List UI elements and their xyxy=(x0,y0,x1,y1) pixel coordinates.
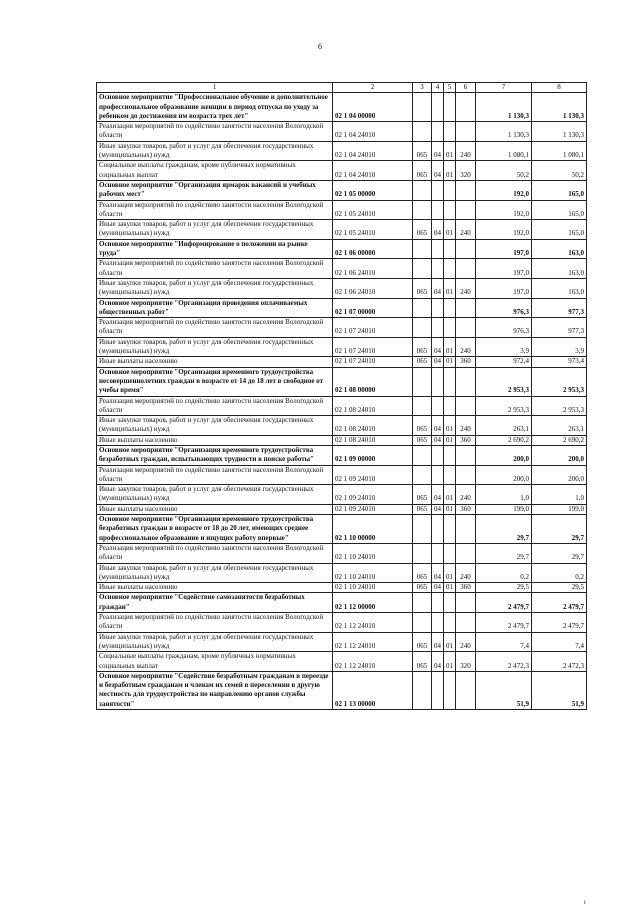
page-number: 6 xyxy=(318,42,322,51)
cell-department-code xyxy=(413,671,432,709)
cell-name: Иные выплаты населению xyxy=(97,504,333,514)
column-header: 4 xyxy=(432,83,444,93)
table-header-row xyxy=(97,83,587,93)
cell-expense-type-code: 240 xyxy=(456,632,476,652)
cell-amount-year-2: 1 130,3 xyxy=(532,122,587,142)
cell-classification-code: 02 1 10 24010 xyxy=(333,583,413,593)
cell-classification-code: 02 1 04 24010 xyxy=(333,122,413,142)
cell-classification-code: 02 1 04 24010 xyxy=(333,161,413,181)
cell-name: Основное мероприятие "Организация временного трудоустройства безработных граждан в возрасте от 18 до 20 лет, имеющих среднее профессиональное образование и ищущих работу впервые" xyxy=(97,515,333,544)
cell-classification-code: 02 1 10 24010 xyxy=(333,543,413,563)
table-row xyxy=(97,563,587,583)
cell-name: Социальные выплаты гражданам, кроме публичных нормативных социальных выплат xyxy=(97,652,333,672)
cell-classification-code: 02 1 06 24010 xyxy=(333,278,413,298)
cell-name: Основное мероприятие "Организация ярмарок вакансий и учебных рабочих мест" xyxy=(97,180,333,200)
cell-classification-code: 02 1 09 00000 xyxy=(333,445,413,465)
cell-subsection-code xyxy=(444,367,456,396)
cell-amount-year-2: 163,0 xyxy=(532,278,587,298)
cell-name: Реализация мероприятий по содействию занятости населения Вологодской области xyxy=(97,259,333,279)
cell-amount-year-1: 976,3 xyxy=(476,298,532,318)
column-header: 7 xyxy=(476,83,532,93)
table-row xyxy=(97,298,587,318)
cell-classification-code: 02 1 05 00000 xyxy=(333,180,413,200)
table-row xyxy=(97,515,587,544)
cell-subsection-code: 01 xyxy=(444,652,456,672)
cell-department-code xyxy=(413,122,432,142)
cell-subsection-code xyxy=(444,396,456,416)
table-row xyxy=(97,180,587,200)
cell-expense-type-code xyxy=(456,367,476,396)
cell-department-code xyxy=(413,367,432,396)
cell-subsection-code xyxy=(444,445,456,465)
cell-expense-type-code: 240 xyxy=(456,220,476,240)
cell-classification-code: 02 1 07 24010 xyxy=(333,318,413,338)
cell-amount-year-2: 263,1 xyxy=(532,416,587,436)
table-row xyxy=(97,613,587,633)
cell-classification-code: 02 1 08 24010 xyxy=(333,396,413,416)
cell-amount-year-2: 1,0 xyxy=(532,485,587,505)
cell-classification-code: 02 1 06 00000 xyxy=(333,239,413,259)
cell-subsection-code xyxy=(444,543,456,563)
cell-name: Иные выплаты населению xyxy=(97,583,333,593)
cell-amount-year-2: 2 953,3 xyxy=(532,367,587,396)
cell-department-code: 065 xyxy=(413,583,432,593)
cell-amount-year-2: 1 080,1 xyxy=(532,141,587,161)
cell-classification-code: 02 1 10 00000 xyxy=(333,515,413,544)
cell-subsection-code: 01 xyxy=(444,504,456,514)
cell-section-code: 04 xyxy=(432,141,444,161)
cell-amount-year-1: 192,0 xyxy=(476,200,532,220)
table-row xyxy=(97,435,587,445)
cell-section-code xyxy=(432,239,444,259)
cell-section-code xyxy=(432,465,444,485)
table-row xyxy=(97,396,587,416)
cell-classification-code: 02 1 07 24010 xyxy=(333,357,413,367)
cell-amount-year-1: 2 690,2 xyxy=(476,435,532,445)
cell-classification-code: 02 1 04 24010 xyxy=(333,141,413,161)
table-row xyxy=(97,141,587,161)
cell-department-code: 065 xyxy=(413,652,432,672)
cell-section-code xyxy=(432,543,444,563)
cell-amount-year-1: 3,9 xyxy=(476,337,532,357)
cell-expense-type-code: 240 xyxy=(456,485,476,505)
cell-amount-year-2: 50,2 xyxy=(532,161,587,181)
cell-amount-year-1: 972,4 xyxy=(476,357,532,367)
cell-section-code xyxy=(432,180,444,200)
cell-section-code: 04 xyxy=(432,278,444,298)
cell-department-code: 065 xyxy=(413,416,432,436)
cell-section-code xyxy=(432,122,444,142)
cell-section-code xyxy=(432,259,444,279)
cell-expense-type-code: 240 xyxy=(456,563,476,583)
cell-amount-year-1: 2 479,7 xyxy=(476,613,532,633)
cell-amount-year-2: 163,0 xyxy=(532,259,587,279)
cell-department-code xyxy=(413,239,432,259)
cell-amount-year-1: 263,1 xyxy=(476,416,532,436)
cell-expense-type-code: 360 xyxy=(456,357,476,367)
cell-amount-year-2: 200,0 xyxy=(532,465,587,485)
cell-subsection-code: 01 xyxy=(444,278,456,298)
cell-name: Основное мероприятие "Содействие безработным гражданам в переезде и безработным гражданам и членам их семей в переселении в другую местность для трудоустройства по направлению органов службы занятости" xyxy=(97,671,333,709)
cell-section-code: 04 xyxy=(432,652,444,672)
cell-classification-code: 02 1 08 00000 xyxy=(333,367,413,396)
column-header: 1 xyxy=(97,83,333,93)
table-row xyxy=(97,93,587,122)
cell-name: Иные закупки товаров, работ и услуг для обеспечения государственных (муниципальных) нужд xyxy=(97,416,333,436)
cell-subsection-code xyxy=(444,93,456,122)
cell-name: Реализация мероприятий по содействию занятости населения Вологодской области xyxy=(97,122,333,142)
cell-amount-year-2: 7,4 xyxy=(532,632,587,652)
cell-amount-year-1: 29,5 xyxy=(476,583,532,593)
cell-section-code: 04 xyxy=(432,416,444,436)
cell-department-code: 065 xyxy=(413,563,432,583)
table-row xyxy=(97,485,587,505)
cell-classification-code: 02 1 07 00000 xyxy=(333,298,413,318)
cell-expense-type-code xyxy=(456,671,476,709)
table-row xyxy=(97,259,587,279)
table-row xyxy=(97,200,587,220)
cell-section-code: 04 xyxy=(432,435,444,445)
cell-amount-year-2: 199,0 xyxy=(532,504,587,514)
cell-classification-code: 02 1 08 24010 xyxy=(333,435,413,445)
cell-department-code: 065 xyxy=(413,337,432,357)
cell-subsection-code: 01 xyxy=(444,563,456,583)
table-row xyxy=(97,278,587,298)
cell-expense-type-code: 240 xyxy=(456,416,476,436)
cell-amount-year-2: 200,0 xyxy=(532,445,587,465)
cell-expense-type-code xyxy=(456,122,476,142)
cell-section-code xyxy=(432,445,444,465)
cell-subsection-code xyxy=(444,239,456,259)
cell-department-code xyxy=(413,445,432,465)
cell-name: Основное мероприятие "Организация временного трудоустройства несовершеннолетних граждан в возрасте от 14 до 18 лет в свободное от учебы время" xyxy=(97,367,333,396)
cell-department-code xyxy=(413,593,432,613)
cell-amount-year-1: 29,7 xyxy=(476,543,532,563)
cell-name: Иные закупки товаров, работ и услуг для обеспечения государственных (муниципальных) нужд xyxy=(97,337,333,357)
cell-classification-code: 02 1 09 24010 xyxy=(333,485,413,505)
cell-department-code: 065 xyxy=(413,141,432,161)
cell-department-code xyxy=(413,318,432,338)
cell-department-code: 065 xyxy=(413,435,432,445)
cell-expense-type-code: 360 xyxy=(456,583,476,593)
cell-subsection-code: 01 xyxy=(444,337,456,357)
cell-amount-year-2: 165,0 xyxy=(532,180,587,200)
column-header: 2 xyxy=(333,83,413,93)
cell-amount-year-1: 197,0 xyxy=(476,259,532,279)
cell-subsection-code xyxy=(444,593,456,613)
cell-section-code xyxy=(432,396,444,416)
budget-table xyxy=(96,82,587,710)
cell-subsection-code xyxy=(444,515,456,544)
cell-subsection-code xyxy=(444,318,456,338)
table-row xyxy=(97,652,587,672)
cell-amount-year-1: 200,0 xyxy=(476,445,532,465)
cell-classification-code: 02 1 09 24010 xyxy=(333,504,413,514)
cell-amount-year-2: 163,0 xyxy=(532,239,587,259)
cell-name: Иные закупки товаров, работ и услуг для обеспечения государственных (муниципальных) нужд xyxy=(97,220,333,240)
cell-name: Основное мероприятие "Содействие самозанятости безработных граждан" xyxy=(97,593,333,613)
cell-amount-year-1: 2 953,3 xyxy=(476,396,532,416)
cell-amount-year-1: 1,0 xyxy=(476,485,532,505)
cell-name: Реализация мероприятий по содействию занятости населения Вологодской области xyxy=(97,613,333,633)
cell-amount-year-2: 51,9 xyxy=(532,671,587,709)
cell-section-code xyxy=(432,93,444,122)
cell-subsection-code: 01 xyxy=(444,161,456,181)
cell-subsection-code: 01 xyxy=(444,141,456,161)
cell-subsection-code: 01 xyxy=(444,583,456,593)
cell-classification-code: 02 1 08 24010 xyxy=(333,416,413,436)
cell-name: Основное мероприятие "Организация временного трудоустройства безработных граждан, испытывающих трудности в поиске работы" xyxy=(97,445,333,465)
cell-amount-year-1: 976,3 xyxy=(476,318,532,338)
cell-department-code: 065 xyxy=(413,161,432,181)
cell-amount-year-2: 2 479,7 xyxy=(532,593,587,613)
cell-amount-year-1: 50,2 xyxy=(476,161,532,181)
cell-section-code xyxy=(432,367,444,396)
cell-classification-code: 02 1 12 00000 xyxy=(333,593,413,613)
cell-expense-type-code xyxy=(456,298,476,318)
cell-classification-code: 02 1 04 00000 xyxy=(333,93,413,122)
cell-expense-type-code: 240 xyxy=(456,337,476,357)
cell-amount-year-2: 2 953,3 xyxy=(532,396,587,416)
table-row xyxy=(97,632,587,652)
cell-subsection-code: 01 xyxy=(444,357,456,367)
cell-section-code xyxy=(432,298,444,318)
cell-amount-year-1: 192,0 xyxy=(476,220,532,240)
cell-subsection-code: 01 xyxy=(444,220,456,240)
cell-classification-code: 02 1 12 24010 xyxy=(333,613,413,633)
cell-expense-type-code xyxy=(456,593,476,613)
cell-department-code: 065 xyxy=(413,220,432,240)
cell-section-code: 04 xyxy=(432,632,444,652)
cell-amount-year-2: 165,0 xyxy=(532,200,587,220)
cell-name: Основное мероприятие "Профессиональное обучение и дополнительное профессиональное образование женщин в период отпуска по уходу за ребенком до достижения им возраста трех лет" xyxy=(97,93,333,122)
cell-expense-type-code xyxy=(456,239,476,259)
cell-department-code xyxy=(413,543,432,563)
cell-section-code: 04 xyxy=(432,504,444,514)
cell-section-code xyxy=(432,200,444,220)
cell-amount-year-2: 2 690,2 xyxy=(532,435,587,445)
cell-name: Реализация мероприятий по содействию занятости населения Вологодской области xyxy=(97,396,333,416)
table-body xyxy=(97,93,587,710)
cell-name: Реализация мероприятий по содействию занятости населения Вологодской области xyxy=(97,543,333,563)
cell-expense-type-code xyxy=(456,318,476,338)
table-row xyxy=(97,671,587,709)
cell-subsection-code xyxy=(444,200,456,220)
cell-section-code xyxy=(432,613,444,633)
cell-expense-type-code: 240 xyxy=(456,278,476,298)
cell-name: Иные выплаты населению xyxy=(97,435,333,445)
cell-expense-type-code xyxy=(456,396,476,416)
table-row xyxy=(97,445,587,465)
cell-department-code: 065 xyxy=(413,632,432,652)
cell-section-code: 04 xyxy=(432,357,444,367)
cell-name: Иные выплаты населению xyxy=(97,357,333,367)
table-row xyxy=(97,583,587,593)
cell-subsection-code xyxy=(444,122,456,142)
table-row xyxy=(97,122,587,142)
cell-name: Иные закупки товаров, работ и услуг для обеспечения государственных (муниципальных) нужд xyxy=(97,141,333,161)
cell-department-code xyxy=(413,180,432,200)
cell-section-code xyxy=(432,593,444,613)
table-row xyxy=(97,161,587,181)
cell-amount-year-2: 1 130,3 xyxy=(532,93,587,122)
cell-section-code: 04 xyxy=(432,485,444,505)
cell-amount-year-1: 1 130,3 xyxy=(476,122,532,142)
cell-amount-year-1: 51,9 xyxy=(476,671,532,709)
cell-subsection-code xyxy=(444,671,456,709)
cell-section-code: 04 xyxy=(432,337,444,357)
cell-amount-year-2: 29,7 xyxy=(532,515,587,544)
cell-amount-year-1: 2 472,3 xyxy=(476,652,532,672)
table-row xyxy=(97,239,587,259)
cell-name: Реализация мероприятий по содействию занятости населения Вологодской области xyxy=(97,465,333,485)
cell-department-code: 065 xyxy=(413,485,432,505)
cell-department-code xyxy=(413,465,432,485)
table-row xyxy=(97,337,587,357)
cell-amount-year-1: 1 130,3 xyxy=(476,93,532,122)
cell-name: Реализация мероприятий по содействию занятости населения Вологодской области xyxy=(97,200,333,220)
cell-subsection-code: 01 xyxy=(444,632,456,652)
cell-name: Основное мероприятие "Организация проведения оплачиваемых общественных работ" xyxy=(97,298,333,318)
cell-classification-code: 02 1 13 00000 xyxy=(333,671,413,709)
cell-department-code xyxy=(413,298,432,318)
table-row xyxy=(97,318,587,338)
cell-department-code xyxy=(413,613,432,633)
cell-amount-year-2: 29,5 xyxy=(532,583,587,593)
table-row xyxy=(97,416,587,436)
cell-name: Иные закупки товаров, работ и услуг для обеспечения государственных (муниципальных) нужд xyxy=(97,278,333,298)
cell-amount-year-2: 3,9 xyxy=(532,337,587,357)
column-header: 3 xyxy=(413,83,432,93)
cell-department-code xyxy=(413,93,432,122)
cell-name: Реализация мероприятий по содействию занятости населения Вологодской области xyxy=(97,318,333,338)
cell-expense-type-code: 320 xyxy=(456,652,476,672)
cell-expense-type-code: 360 xyxy=(456,504,476,514)
cell-expense-type-code xyxy=(456,200,476,220)
cell-amount-year-2: 977,3 xyxy=(532,318,587,338)
cell-name: Социальные выплаты гражданам, кроме публичных нормативных социальных выплат xyxy=(97,161,333,181)
cell-amount-year-1: 192,0 xyxy=(476,180,532,200)
cell-expense-type-code xyxy=(456,445,476,465)
table-row xyxy=(97,220,587,240)
cell-classification-code: 02 1 10 24010 xyxy=(333,563,413,583)
cell-subsection-code xyxy=(444,298,456,318)
cell-amount-year-1: 197,0 xyxy=(476,278,532,298)
cell-amount-year-1: 29,7 xyxy=(476,515,532,544)
cell-expense-type-code xyxy=(456,613,476,633)
cell-subsection-code xyxy=(444,613,456,633)
table-row xyxy=(97,367,587,396)
cell-name: Иные закупки товаров, работ и услуг для обеспечения государственных (муниципальных) нужд xyxy=(97,632,333,652)
cell-amount-year-2: 2 479,7 xyxy=(532,613,587,633)
cell-amount-year-1: 1 080,1 xyxy=(476,141,532,161)
cell-amount-year-1: 2 953,3 xyxy=(476,367,532,396)
cell-department-code xyxy=(413,396,432,416)
cell-amount-year-2: 29,7 xyxy=(532,543,587,563)
cell-amount-year-2: 0,2 xyxy=(532,563,587,583)
cell-expense-type-code xyxy=(456,515,476,544)
cell-amount-year-1: 7,4 xyxy=(476,632,532,652)
cell-classification-code: 02 1 05 24010 xyxy=(333,220,413,240)
cell-department-code xyxy=(413,200,432,220)
cell-expense-type-code: 320 xyxy=(456,161,476,181)
cell-subsection-code: 01 xyxy=(444,416,456,436)
cell-section-code: 04 xyxy=(432,583,444,593)
cell-classification-code: 02 1 06 24010 xyxy=(333,259,413,279)
cell-subsection-code: 01 xyxy=(444,435,456,445)
cell-name: Иные закупки товаров, работ и услуг для обеспечения государственных (муниципальных) нужд xyxy=(97,485,333,505)
cell-amount-year-2: 165,0 xyxy=(532,220,587,240)
cell-name: Иные закупки товаров, работ и услуг для обеспечения государственных (муниципальных) нужд xyxy=(97,563,333,583)
table-row xyxy=(97,357,587,367)
cell-department-code: 065 xyxy=(413,357,432,367)
cell-amount-year-1: 0,2 xyxy=(476,563,532,583)
cell-section-code xyxy=(432,515,444,544)
page-edge-mark: i xyxy=(584,900,586,906)
column-header: 6 xyxy=(456,83,476,93)
cell-subsection-code xyxy=(444,259,456,279)
cell-classification-code: 02 1 12 24010 xyxy=(333,632,413,652)
cell-amount-year-2: 977,3 xyxy=(532,298,587,318)
cell-section-code xyxy=(432,318,444,338)
cell-department-code xyxy=(413,259,432,279)
cell-amount-year-1: 199,0 xyxy=(476,504,532,514)
table-row xyxy=(97,593,587,613)
cell-department-code: 065 xyxy=(413,278,432,298)
cell-subsection-code xyxy=(444,180,456,200)
cell-classification-code: 02 1 05 24010 xyxy=(333,200,413,220)
cell-section-code xyxy=(432,671,444,709)
table-row xyxy=(97,465,587,485)
cell-classification-code: 02 1 07 24010 xyxy=(333,337,413,357)
cell-classification-code: 02 1 09 24010 xyxy=(333,465,413,485)
cell-expense-type-code xyxy=(456,465,476,485)
column-header: 5 xyxy=(444,83,456,93)
cell-expense-type-code xyxy=(456,259,476,279)
table-row xyxy=(97,543,587,563)
cell-expense-type-code xyxy=(456,543,476,563)
cell-department-code: 065 xyxy=(413,504,432,514)
table-row xyxy=(97,504,587,514)
cell-subsection-code: 01 xyxy=(444,485,456,505)
cell-section-code: 04 xyxy=(432,563,444,583)
cell-expense-type-code xyxy=(456,93,476,122)
cell-amount-year-1: 197,0 xyxy=(476,239,532,259)
cell-name: Основное мероприятие "Информирование о положении на рынке труда" xyxy=(97,239,333,259)
cell-expense-type-code: 240 xyxy=(456,141,476,161)
cell-amount-year-1: 200,0 xyxy=(476,465,532,485)
cell-amount-year-1: 2 479,7 xyxy=(476,593,532,613)
cell-amount-year-2: 973,4 xyxy=(532,357,587,367)
cell-subsection-code xyxy=(444,465,456,485)
column-header: 8 xyxy=(532,83,587,93)
cell-classification-code: 02 1 12 24010 xyxy=(333,652,413,672)
cell-section-code: 04 xyxy=(432,161,444,181)
cell-section-code: 04 xyxy=(432,220,444,240)
cell-department-code xyxy=(413,515,432,544)
cell-amount-year-2: 2 472,3 xyxy=(532,652,587,672)
cell-expense-type-code xyxy=(456,180,476,200)
cell-expense-type-code: 360 xyxy=(456,435,476,445)
